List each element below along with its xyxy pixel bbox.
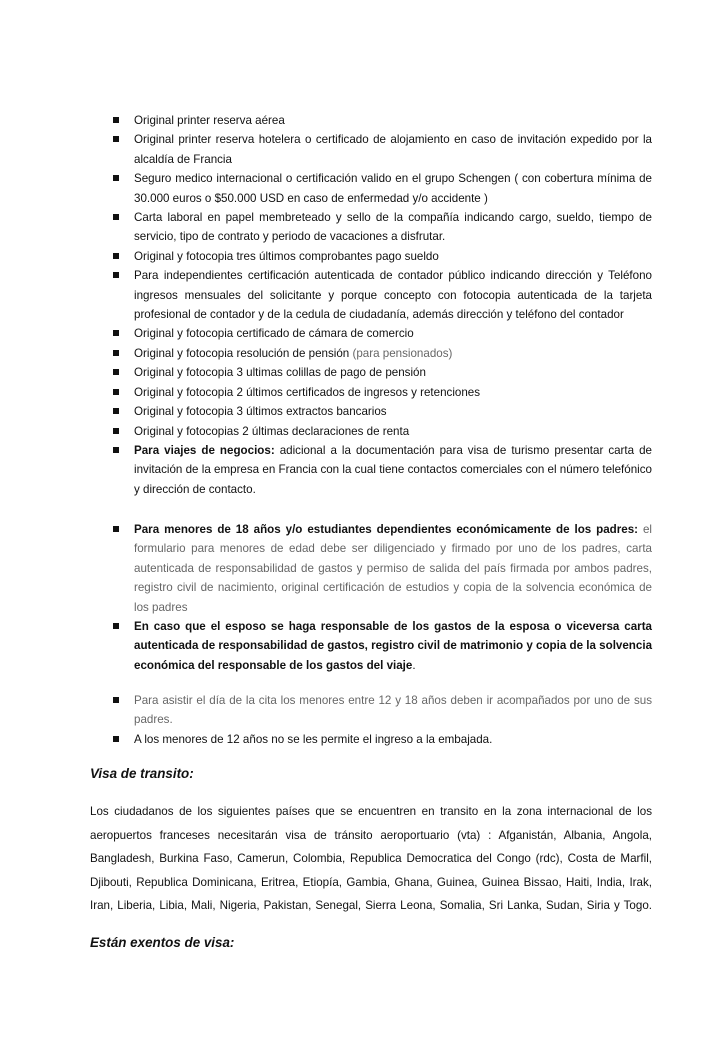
minors-spouse-list [90, 520, 652, 675]
square-bullet-icon [113, 389, 119, 395]
list-item [90, 266, 652, 324]
square-bullet-icon [113, 330, 119, 336]
list-item [90, 130, 652, 169]
list-item-text: Para independientes certificación autenticada de contador público indicando dirección y Teléfono ingresos mensuales del solicitante y porque concepto con fotocopia autenticada de la tarjeta profesional de contador y de la cedula de ciudadanía, además dirección y teléfono del contador [134, 269, 652, 322]
visa-exempt-heading: Están exentos de visa: [90, 935, 235, 950]
list-item-text: Original y fotocopia 3 ultimas colillas de pago de pensión [134, 366, 426, 380]
list-item-text: Original y fotocopia tres últimos comprobantes pago sueldo [134, 249, 439, 263]
list-item [90, 691, 652, 730]
square-bullet-icon [113, 408, 119, 414]
square-bullet-icon [113, 369, 119, 375]
square-bullet-icon [113, 214, 119, 220]
square-bullet-icon [113, 350, 119, 356]
list-item [90, 208, 652, 247]
list-item [90, 422, 652, 441]
list-item-text: el formulario para menores de edad debe ser diligenciado y firmado por uno de los padres, carta autenticada de responsabilidad de gastos y permiso de salida del país firmada por ambos padres, registro civil de nacimiento, original certificación de estudios y copia de la solvencia económica de los padres [134, 523, 653, 614]
list-item-text: Seguro medico internacional o certificación valido en el grupo Schengen ( con cobertura mínima de 30.000 euros o $50.000 USD en caso de enfermedad y/o accidente ) [134, 172, 652, 205]
list-item-text: Para viajes de negocios: [134, 443, 275, 457]
list-item-text: Carta laboral en papel membreteado y sello de la compañía indicando cargo, sueldo, tiempo de servicio, tipo de contrato y periodo de vacaciones a disfrutar. [134, 211, 652, 244]
transit-visa-heading: Visa de transito: [90, 766, 194, 781]
square-bullet-icon [113, 272, 119, 278]
list-item-text: (para pensionados) [352, 346, 453, 360]
square-bullet-icon [113, 117, 119, 123]
list-item-text: Original y fotocopia resolución de pensión [134, 346, 353, 360]
list-item [90, 730, 652, 749]
square-bullet-icon [113, 736, 119, 742]
list-item-text: A los menores de 12 años no se les permite el ingreso a la embajada. [134, 732, 493, 746]
list-item [90, 383, 652, 402]
list-item-text: Para menores de 18 años y/o estudiantes dependientes económicamente de los padres: [134, 523, 639, 536]
list-item [90, 344, 652, 363]
list-item-text: adicional a la documentación para visa de turismo presentar carta de invitación de la empresa en Francia con la cual tiene contactos comerciales con el número telefónico y dirección de contacto. [134, 443, 652, 496]
list-item [90, 169, 652, 208]
square-bullet-icon [113, 526, 119, 532]
minors-attendance-list [90, 691, 652, 749]
square-bullet-icon [113, 136, 119, 142]
square-bullet-icon [113, 253, 119, 259]
square-bullet-icon [113, 623, 119, 629]
square-bullet-icon [113, 697, 119, 703]
list-item-text: Original printer reserva aérea [134, 114, 285, 127]
list-item [90, 363, 652, 382]
list-item [90, 247, 652, 266]
square-bullet-icon [113, 447, 119, 453]
list-item-text: Original y fotocopia 3 últimos extractos bancarios [134, 405, 387, 419]
list-item-text: Original printer reserva hotelera o certificado de alojamiento en caso de invitación expedido por la alcaldía de Francia [134, 133, 652, 166]
list-item-text: Para asistir el día de la cita los menores entre 12 y 18 años deben ir acompañados por uno de sus padres. [134, 694, 652, 727]
square-bullet-icon [113, 428, 119, 434]
list-item [90, 441, 652, 499]
list-item-text: Original y fotocopia certificado de cámara de comercio [134, 327, 414, 341]
list-item [90, 617, 652, 675]
list-item [90, 111, 652, 130]
list-item-text: En caso que el esposo se haga responsable de los gastos de la esposa o viceversa carta autenticada de responsabilidad de gastos, registro civil de matrimonio y copia de la solvencia económica del responsable de los gastos del viaje [134, 620, 653, 672]
transit-visa-paragraph: Los ciudadanos de los siguientes países que se encuentren en transito en la zona internacional de los aeropuertos franceses necesitarán visa de tránsito aeroportuario (vta) : Afganistán, Albania, Angola, Bangladesh, Burkina Faso, Camerun, Colombia, Republica Democratica del Congo (rdc), Costa de Marfil, Djibouti, Republica Dominicana, Eritrea, Etiopía, Gambia, Ghana, Guinea, Guinea Bissao, Haiti, India, Irak, Iran, Liberia, Libia, Mali, Nigeria, Pakistan, Senegal, Sierra Leona, Somalia, Sri Lanka, Sudan, Siria y Togo. [90, 805, 652, 913]
list-item-text: Original y fotocopia 2 últimos certificados de ingresos y retenciones [134, 385, 481, 399]
list-item [90, 402, 652, 421]
list-item-text: Original y fotocopias 2 últimas declaraciones de renta [134, 424, 410, 438]
requirements-list [90, 111, 652, 499]
list-item [90, 324, 652, 343]
square-bullet-icon [113, 175, 119, 181]
list-item [90, 520, 652, 617]
list-item-text: . [412, 658, 416, 672]
